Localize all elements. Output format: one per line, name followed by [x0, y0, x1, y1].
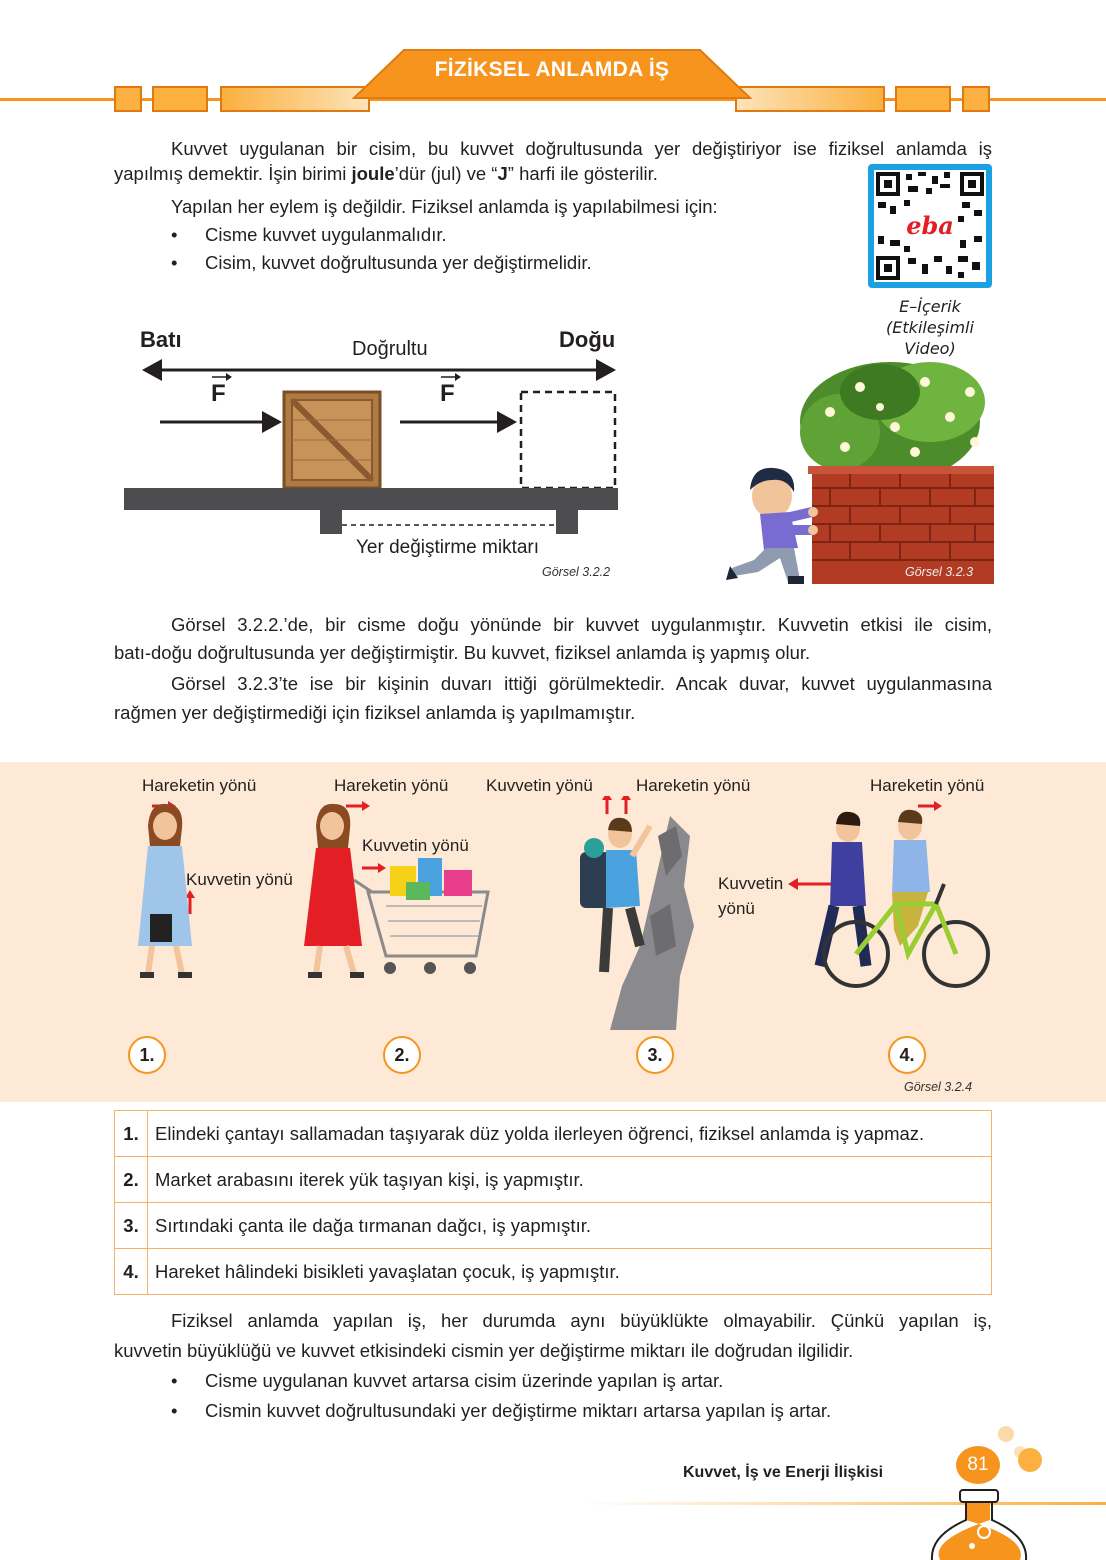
closing-line-1: Fiziksel anlamda yapılan iş, her durumda aynı büyüklükte olmayabilir. Çünkü yapılan iş, [171, 1310, 992, 1331]
figure-caption-324: Görsel 3.2.4 [904, 1080, 973, 1094]
intro-bullet-2: • Cisim, kuvvet doğrultusunda yer değiştirmelidir. [171, 252, 592, 273]
vector-arrow-icon [440, 372, 462, 382]
flask-decoration-icon [910, 1420, 1106, 1560]
qr-caption-line-2: (Etkileşimli [886, 318, 974, 337]
header-block-1 [114, 86, 142, 112]
boy-icon [726, 468, 818, 584]
header-block-5 [895, 86, 951, 112]
page-number: 81 [956, 1446, 1000, 1484]
force-label-2: F [440, 380, 455, 408]
woman-with-shopping-cart-icon [304, 804, 488, 978]
closing-line-2: kuvvetin büyüklüğü ve kuvvet etkisindeki cismin yer değiştirme miktarı ile doğrudan ilgilidir. [114, 1340, 854, 1361]
scene1-force-label: Kuvvetin yönü [186, 870, 293, 889]
table-row: 3. Sırtındaki çanta ile dağa tırmanan dağcı, iş yapmıştır. [115, 1203, 992, 1249]
qr-caption-line-1: E–İçerik [899, 297, 961, 316]
scene2-force-label: Kuvvetin yönü [362, 836, 469, 855]
closing-bullet-2: • Cismin kuvvet doğrultusundaki yer değiştirme miktarı artarsa yapılan iş artar. [171, 1400, 832, 1421]
scene4-force-label-1: Kuvvetin [718, 874, 784, 893]
examples-illustrations [110, 796, 996, 1036]
east-arrowhead-icon [596, 359, 616, 381]
footer-section-title: Kuvvet, İş ve Enerji İlişkisi [683, 1464, 884, 1481]
qr-pattern-icon [874, 170, 986, 282]
ground-surface [124, 488, 618, 510]
intro-line-1: Kuvvet uygulanan bir cisim, bu kuvvet doğrultusunda yer değiştiriyor ise fiziksel anlamda iş [171, 138, 992, 159]
header-block-3 [220, 86, 370, 112]
para2-line-1: Görsel 3.2.2.’de, bir cisme doğu yönünde bir kuvvet uygulanmıştır. Kuvvetin etkisi ile cisim, [171, 614, 992, 635]
intro-line-2: yapılmış demektir. İşin birimi joule’dür (jul) ve “J” harfi ile gösterilir. [114, 163, 658, 184]
eba-logo-text: eba [906, 211, 954, 240]
intro-line-3: Yapılan her eylem iş değildir. Fiziksel anlamda iş yapılabilmesi için: [171, 196, 718, 217]
table-row: 4. Hareket hâlindeki bisikleti yavaşlatan çocuk, iş yapmıştır. [115, 1249, 992, 1295]
force-arrow-1-icon [262, 411, 282, 433]
scene-number-3: 3. [636, 1036, 674, 1074]
figure-caption-322: Görsel 3.2.2 [542, 565, 611, 579]
qr-caption [852, 296, 1008, 359]
east-label: Doğu [559, 327, 616, 352]
boy-pushing-wall-illustration [720, 362, 994, 584]
intro-bullet-1: • Cisme kuvvet uygulanmalıdır. [171, 224, 447, 245]
boy-slowing-bicycle-icon [820, 810, 988, 986]
page-title: FİZİKSEL ANLAMDA İŞ [434, 58, 670, 81]
force-arrow-2-icon [497, 411, 517, 433]
header-block-4 [735, 86, 885, 112]
scene-number-1: 1. [128, 1036, 166, 1074]
scene4-motion-label: Hareketin yönü [870, 776, 985, 795]
bush-icon [800, 362, 985, 482]
scene4-force-label-2: yönü [718, 899, 755, 918]
wooden-crate-icon [284, 392, 380, 488]
qr-caption-line-3: Video) [904, 339, 956, 358]
para2-line-2: batı-doğu doğrultusunda yer değiştirmiştir. Bu kuvvet, fiziksel anlamda iş yapmış olur. [114, 642, 811, 663]
west-label: Batı [140, 327, 182, 352]
displacement-label: Yer değiştirme miktarı [356, 537, 540, 558]
force-label-1: F [211, 380, 226, 408]
qr-code[interactable] [868, 164, 992, 288]
west-arrowhead-icon [142, 359, 162, 381]
para2-line-3: Görsel 3.2.3’te ise bir kişinin duvarı ittiği görülmektedir. Ancak duvar, kuvvet uygulanmasına [171, 673, 992, 694]
examples-table [114, 1110, 992, 1295]
header-title-banner [352, 48, 752, 100]
work-diagram [120, 350, 630, 550]
header-block-6 [962, 86, 990, 112]
vector-arrow-icon [211, 372, 233, 382]
table-row: 2. Market arabasını iterek yük taşıyan kişi, iş yapmıştır. [115, 1157, 992, 1203]
para2-line-4: rağmen yer değiştirmediği için fiziksel anlamda iş yapılmamıştır. [114, 702, 636, 723]
direction-label: Doğrultu [352, 338, 428, 360]
scene-number-4: 4. [888, 1036, 926, 1074]
header-block-2 [152, 86, 208, 112]
scene2-motion-label: Hareketin yönü [334, 776, 449, 795]
scene3-force-label: Kuvvetin yönü [486, 776, 593, 795]
woman-with-bag-icon [138, 804, 192, 978]
climber-on-rock-icon [580, 816, 694, 1030]
figure-caption-323: Görsel 3.2.3 [905, 565, 974, 579]
scene-number-2: 2. [383, 1036, 421, 1074]
scene3-motion-label: Hareketin yönü [636, 776, 751, 795]
crate-final-position [521, 392, 615, 488]
scene1-motion-label: Hareketin yönü [142, 776, 257, 795]
closing-bullet-1: • Cisme uygulanan kuvvet artarsa cisim üzerinde yapılan iş artar. [171, 1370, 724, 1391]
table-row: 1. Elindeki çantayı sallamadan taşıyarak düz yolda ilerleyen öğrenci, fiziksel anlamda iş yapmaz. [115, 1111, 992, 1157]
